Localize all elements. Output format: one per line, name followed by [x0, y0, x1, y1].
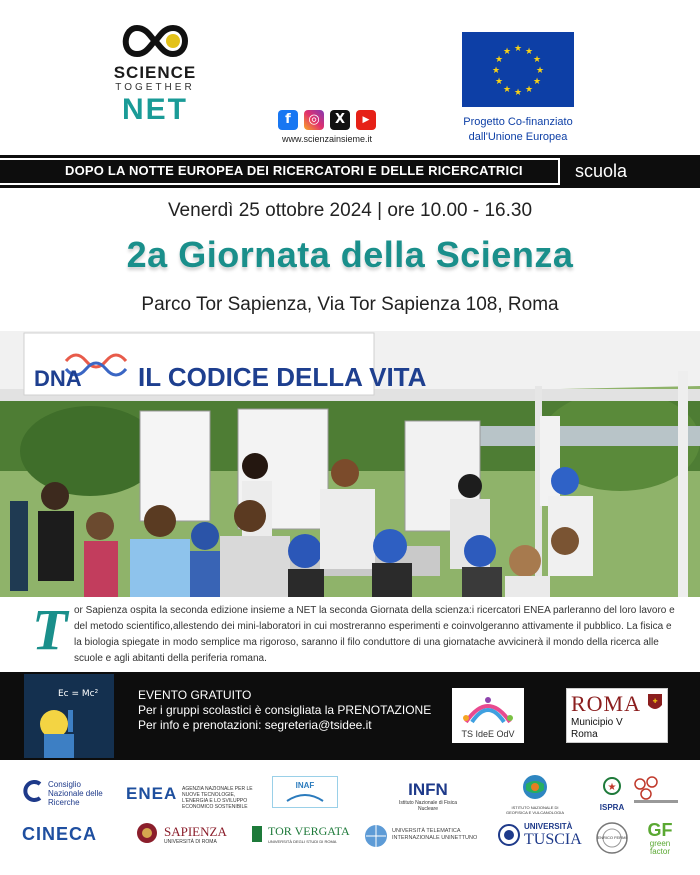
instagram-icon[interactable]: ◎ — [304, 110, 324, 130]
svg-text:★: ★ — [502, 85, 512, 95]
ts-idee-logo — [452, 688, 524, 743]
svg-text:★: ★ — [491, 66, 501, 76]
svg-text:★: ★ — [524, 85, 534, 95]
blackboard-formula: Ec = Mc² — [58, 689, 99, 699]
ispra-logo — [592, 776, 632, 812]
uninettuno-globe-icon — [364, 824, 388, 848]
roma-municipio: Municipio V — [571, 717, 623, 728]
logo-line-net: NET — [122, 93, 188, 126]
svg-text:★: ★ — [494, 55, 504, 65]
infn-subtext: Istituto Nazionale di Fisica Nucleare — [398, 800, 458, 812]
gf-subtext: green factor — [649, 839, 671, 856]
x-icon[interactable]: X — [330, 110, 350, 130]
tuscia-seal-icon — [498, 822, 520, 848]
svg-text:★: ★ — [494, 77, 504, 87]
event-title: 2a Giornata della Scienza — [126, 234, 574, 275]
svg-text:★: ★ — [532, 77, 542, 87]
uninettuno-text: UNIVERSITÀ TELEMATICA INTERNAZIONALE UNINETTUNO — [392, 828, 478, 841]
codice-vita-text: IL CODICE DELLA VITA — [138, 362, 427, 392]
website-url[interactable]: www.scienzainsieme.it — [281, 134, 373, 144]
eu-line1: Progetto Co-finanziato — [463, 116, 573, 128]
eu-cofunding-text — [462, 115, 574, 145]
tor-vergata-subtext: UNIVERSITÀ DEGLI STUDI DI ROMA — [268, 839, 337, 844]
svg-text:★: ★ — [532, 55, 542, 65]
partner-logos — [0, 764, 700, 875]
description-text: or Sapienza ospita la seconda edizione insieme a NET la seconda Giornata della scienza:i ricercatori ENEA parleranno del loro lavoro e del metodo scientifico,allestendo dei mini-laboratori in cui mostreranno esperimenti e coinvolgeranno attivamente il pubblico. La fisica e la biologia spiegate in modo semplice ma rigoroso, saranno il filo conduttore di una giornatache avvicinerà il mondo della ricerca alle scuole e agli abitanti della periferia romana. — [74, 605, 675, 664]
youtube-icon[interactable]: ▶ — [356, 110, 376, 130]
cnr-text: Consiglio Nazionale delle Ricerche — [48, 780, 103, 807]
svg-text:★: ★ — [607, 782, 617, 793]
sapienza-subtext: UNIVERSITÀ DI ROMA — [164, 839, 217, 845]
cineca-logo — [22, 824, 112, 845]
logo-line-science: SCIENCE — [113, 63, 197, 82]
dna-text: DNA — [34, 366, 82, 391]
svg-text:★: ★ — [513, 88, 523, 98]
svg-text:★: ★ — [535, 66, 545, 76]
blackboard-icon — [24, 674, 114, 758]
ts-idee-label: TS IdeE OdV — [461, 729, 515, 739]
green-factor-logo — [640, 820, 680, 856]
roma-title: ROMA — [571, 691, 642, 716]
cnr-icon — [22, 780, 44, 802]
description — [32, 597, 682, 667]
network-circles-icon — [630, 774, 682, 806]
roma-crest-icon — [647, 693, 663, 713]
network-logo — [630, 774, 682, 811]
tuscia-pre-text: UNIVERSITÀ — [524, 822, 573, 831]
tor-vergata-text: TOR VERGATA — [268, 824, 350, 838]
infinity-logo-icon — [117, 22, 193, 60]
header — [0, 0, 700, 155]
banner-text: DOPO LA NOTTE EUROPEA DEI RICERCATORI E DELLE RICERCATRICI — [65, 163, 523, 178]
dropcap-letter: T — [32, 597, 68, 662]
svg-text:★: ★ — [513, 44, 523, 54]
ingv-globe-icon — [522, 774, 548, 800]
infn-logo — [392, 780, 464, 812]
event-place: Parco Tor Sapienza, Via Tor Sapienza 108, Roma — [141, 294, 559, 315]
enea-subtext: AGENZIA NAZIONALE PER LE NUOVE TECNOLOGIE, L'ENERGIA E LO SVILUPPO ECONOMICO SOSTENIBILE — [182, 786, 253, 810]
social-block — [272, 110, 382, 144]
info-band — [0, 672, 700, 760]
inaf-wave-icon — [285, 793, 325, 803]
tor-vergata-icon — [250, 824, 264, 844]
top-banner — [0, 155, 700, 188]
booking-advice-text: Per i gruppi scolastici è consigliata la PRENOTAZIONE — [138, 703, 432, 717]
event-photo — [0, 331, 700, 597]
svg-text:★: ★ — [524, 47, 534, 57]
contact-text[interactable]: Per info e prenotazioni: segreteria@tsidee.it — [138, 718, 372, 732]
svg-text:✚: ✚ — [652, 698, 658, 705]
inaf-logo — [272, 776, 338, 808]
enrico-fermi-text: ENRICO FERMI — [597, 835, 627, 840]
tuscia-text: TUSCIA — [524, 831, 582, 848]
science-together-net-logo — [110, 22, 200, 147]
roma-municipio-logo — [566, 688, 668, 743]
scientist-illustration — [24, 674, 114, 758]
eu-line2: dall'Unione Europea — [468, 131, 568, 143]
sapienza-seal-icon — [136, 822, 158, 844]
cineca-text: CINECA — [22, 824, 98, 844]
infn-text: INFN — [408, 780, 448, 799]
ts-idee-arc-icon — [452, 688, 524, 728]
free-event-text: EVENTO GRATUITO — [138, 688, 252, 702]
event-date: Venerdì 25 ottobre 2024 | ore 10.00 - 16.30 — [167, 200, 533, 221]
roma-city: Roma — [571, 729, 598, 740]
sapienza-text: SAPIENZA — [164, 824, 227, 839]
enrico-fermi-logo — [594, 822, 630, 859]
eu-flag-icon — [462, 32, 574, 107]
eu-cofunding — [462, 32, 574, 145]
banner-audience: scuola — [575, 161, 628, 181]
social-icons — [272, 110, 382, 130]
enea-logo — [126, 784, 253, 810]
logo-line-together: TOGETHER — [115, 82, 195, 93]
ispra-emblem-icon — [602, 776, 622, 798]
ingv-text: ISTITUTO NAZIONALE DI GEOFISICA E VULCANOLOGIA — [505, 805, 564, 815]
info-lines — [138, 688, 431, 733]
svg-text:★: ★ — [502, 47, 512, 57]
ingv-logo — [505, 774, 565, 815]
enea-text: ENEA — [126, 784, 178, 803]
facebook-icon[interactable]: f — [278, 110, 298, 130]
inaf-text: INAF — [295, 781, 315, 790]
gf-text: GF — [647, 820, 673, 840]
photo-illustration — [0, 331, 700, 597]
ispra-text: ISPRA — [599, 803, 625, 812]
